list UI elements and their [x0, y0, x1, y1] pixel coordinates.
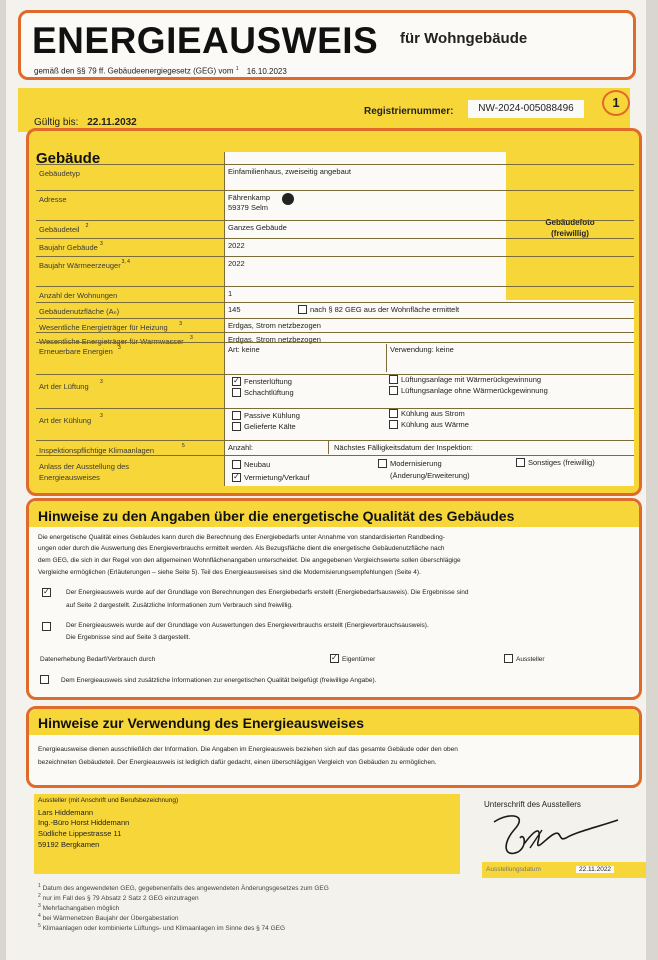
- label-column-divider: [224, 152, 225, 486]
- kuehlung-checkbox[interactable]: [389, 409, 398, 418]
- hints-paragraph-1: Die energetische Qualität eines Gebäudes kann durch die Berechnung des Energiebedarfs unter Annahme von standardisierten Randbeding-: [38, 534, 445, 541]
- lueftung-checkbox[interactable]: [389, 386, 398, 395]
- additional-info-checkbox[interactable]: [40, 675, 49, 684]
- lueftung-option[interactable]: [389, 386, 548, 396]
- demand-checkbox-row[interactable]: [42, 589, 54, 598]
- footnote-text: Klimaanlagen oder kombinierte Lüftungs- und Klimaanlagen im Sinne des § 74 GEG: [42, 925, 286, 933]
- row-footnote-ref: 3, 4: [121, 259, 130, 265]
- footnote-number: 2: [38, 893, 41, 899]
- row-divider: [36, 374, 634, 375]
- row-value: Einfamilienhaus, zweiseitig angebaut: [228, 167, 351, 176]
- footnote: [38, 903, 119, 912]
- valid-until: [34, 117, 137, 128]
- usage-title: Hinweise zur Verwendung des Energieausweises: [38, 715, 365, 731]
- issuer-line-2: Ing.-Büro Horst Hiddemann: [38, 818, 130, 827]
- row-footnote-ref: 3: [100, 379, 103, 385]
- lueftung-option[interactable]: [232, 377, 292, 387]
- issuer-line-3: Südliche Lippestrasse 11: [38, 829, 122, 838]
- row-divider: [36, 408, 634, 409]
- building-photo-placeholder: [506, 152, 634, 300]
- lueftung-checkbox[interactable]: [232, 377, 241, 386]
- row-label: Erneuerbare Energien: [39, 347, 113, 356]
- footnote-number: 1: [38, 883, 41, 889]
- photo-label: Gebäudefoto: [545, 218, 595, 227]
- footnote-number: 3: [38, 903, 41, 909]
- kuehlung-option[interactable]: [232, 422, 296, 432]
- lueftung-checkbox[interactable]: [389, 375, 398, 384]
- footnote-text: nur im Fall des § 79 Absatz 2 Satz 2 GEG einzutragen: [42, 895, 199, 903]
- usage-text-1: Energieausweise dienen ausschließlich der Information. Die Angaben im Energieausweis beziehen sich auf das gesamte Gebäude oder den oben: [38, 746, 458, 753]
- owner-label: Eigentümer: [342, 656, 376, 664]
- net-area-method-text: nach § 82 GEG aus der Wohnfläche ermittelt: [310, 305, 460, 314]
- lueftung-checkbox[interactable]: [232, 388, 241, 397]
- row-label: Gebäudenutzfläche (Aₙ): [39, 307, 120, 316]
- reason-option: [390, 471, 470, 480]
- row-label: Gebäudeteil: [39, 225, 80, 234]
- owner-checkbox[interactable]: [330, 654, 339, 663]
- footnote-text: bei Wärmenetzen Baujahr der Übergabestation: [42, 915, 179, 923]
- klima-count-label: Anzahl:: [228, 443, 254, 452]
- reason-checkbox[interactable]: [378, 459, 387, 468]
- issuer-line-4: 59192 Bergkamen: [38, 840, 100, 849]
- reason-option-label: (Änderung/Erweiterung): [390, 471, 470, 480]
- valid-label: Gültig bis:: [34, 117, 79, 128]
- issuer-label: Aussteller (mit Anschrift und Berufsbezeichnung): [38, 797, 179, 804]
- registration-number: NW-2024-005088496: [468, 100, 584, 118]
- consumption-checkbox[interactable]: [42, 622, 51, 631]
- lueftung-option-label: Lüftungsanlage ohne Wärmerückgewinnung: [401, 386, 548, 395]
- lueftung-option[interactable]: [389, 375, 541, 385]
- row-value: 1: [228, 289, 233, 298]
- kuehlung-option-label: Kühlung aus Strom: [401, 409, 465, 418]
- reason-option-label: Sonstiges (freiwillig): [528, 458, 595, 467]
- klima-next-inspection-label: Nächstes Fälligkeitsdatum der Inspektion:: [334, 443, 473, 452]
- hints-paragraph-3: dem GEG, die sich in der Regel von den allgemeinen Wohnflächenangaben unterscheidet. Die angegebenen Vergleichswerte sollen überschlägige: [38, 557, 461, 564]
- additional-info-row[interactable]: [40, 676, 376, 685]
- kuehlung-checkbox[interactable]: [389, 420, 398, 429]
- demand-text-1: Der Energieausweis wurde auf der Grundlage von Berechnungen des Energiebedarfs erstellt (Energiebedarfsausweis). Die Ergebnisse sind: [66, 589, 469, 596]
- row-divider: [36, 220, 634, 221]
- kuehlung-option[interactable]: [389, 409, 465, 419]
- row-divider: [36, 455, 634, 456]
- footnote-number: 4: [38, 913, 41, 919]
- issuer-option[interactable]: [504, 655, 545, 664]
- row-label: Adresse: [39, 195, 67, 204]
- hints-paragraph-4: Vergleiche ermöglichen (Erläuterungen – siehe Seite 5). Teil des Energieausweises sind die Modernisierungsempfehlungen (Seite 4).: [38, 569, 421, 576]
- consumption-text-2: Die Ergebnisse sind auf Seite 3 dargestellt.: [66, 634, 191, 641]
- consumption-checkbox-row[interactable]: [42, 623, 54, 632]
- row-value: 2022: [228, 259, 245, 268]
- footnote: [38, 883, 329, 892]
- net-area-checkbox[interactable]: [298, 305, 307, 314]
- reason-checkbox[interactable]: [232, 473, 241, 482]
- issue-date-value: 22.11.2022: [576, 866, 614, 873]
- row-value-line-2: 59379 Selm: [228, 203, 269, 212]
- hints-paragraph-2: ungen oder durch die Auswertung des Energieverbrauchs ermittelt werden. Als Bezugsfläche dient die energetische Gebäudenutzfläche nach: [38, 545, 445, 552]
- owner-option[interactable]: [330, 655, 375, 664]
- lueftung-option-label: Schachtlüftung: [244, 388, 294, 397]
- energy-certificate-page: [6, 0, 646, 960]
- reason-option[interactable]: [232, 460, 270, 470]
- issuer-checkbox[interactable]: [504, 654, 513, 663]
- footnote: [38, 913, 178, 922]
- kuehlung-option[interactable]: [232, 411, 300, 421]
- issuer-option-label: Aussteller: [516, 656, 545, 664]
- usage-text-2: bezeichneten Gebäudeteil. Der Energieausweis ist lediglich dafür gedacht, einen überschlägigen Vergleich von Gebäuden zu ermöglichen.: [38, 759, 437, 766]
- lueftung-option-label: Lüftungsanlage mit Wärmerückgewinnung: [401, 375, 542, 384]
- row-divider: [36, 342, 634, 343]
- row-label: Anzahl der Wohnungen: [39, 291, 118, 300]
- kuehlung-checkbox[interactable]: [232, 411, 241, 420]
- row-divider: [36, 318, 634, 319]
- row-divider: [36, 238, 634, 239]
- row-label: Wesentliche Energieträger für Heizung: [39, 323, 168, 332]
- klima-divider: [328, 440, 329, 454]
- row-label: Baujahr Wärmeerzeuger: [39, 261, 121, 270]
- row-label: Art der Kühlung: [39, 416, 92, 425]
- row-divider: [36, 440, 634, 441]
- issue-date-label: Ausstellungsdatum: [486, 866, 541, 873]
- footnote-number: 5: [38, 923, 41, 929]
- signature-label: Unterschrift des Ausstellers: [484, 800, 581, 809]
- row-divider: [36, 256, 634, 257]
- kuehlung-option-label: Gelieferte Kälte: [244, 422, 296, 431]
- row-value: Art: keine: [228, 345, 260, 354]
- renewables-divider: [386, 344, 387, 372]
- demand-checkbox[interactable]: [42, 588, 51, 597]
- lueftung-option[interactable]: [232, 388, 294, 398]
- document-subtitle: für Wohngebäude: [400, 30, 528, 47]
- row-footnote-ref: 3: [190, 335, 193, 341]
- issuer-line-1: Lars Hiddemann: [38, 808, 94, 817]
- legal-date: 16.10.2023: [246, 66, 287, 76]
- reason-option[interactable]: [378, 459, 442, 469]
- row-value-secondary: Verwendung: keine: [390, 345, 454, 354]
- reason-option-label: Modernisierung: [390, 459, 442, 468]
- page-number-badge: 1: [602, 90, 630, 116]
- row-footnote-ref: 3: [179, 321, 182, 327]
- row-footnote-ref: 3: [100, 241, 103, 247]
- footnote: [38, 893, 199, 902]
- klima-footnote-ref: 5: [182, 443, 185, 449]
- row-value: Erdgas, Strom netzbezogen: [228, 335, 321, 344]
- row-value: Erdgas, Strom netzbezogen: [228, 321, 321, 330]
- row-divider: [36, 190, 634, 191]
- row-footnote-ref: 3: [118, 345, 121, 351]
- kuehlung-checkbox[interactable]: [232, 422, 241, 431]
- address-redaction-mark: [282, 193, 294, 205]
- legal-basis: [34, 66, 287, 76]
- row-value: Ganzes Gebäude: [228, 223, 287, 232]
- reason-option-label: Vermietung/Verkauf: [244, 473, 310, 482]
- klima-label: Inspektionspflichtige Klimaanlagen: [39, 446, 155, 455]
- additional-info-text: Dem Energieausweis sind zusätzliche Informationen zur energetischen Qualität beigefügt (freiwillige Angabe).: [61, 677, 377, 685]
- footnote-text: Mehrfachangaben möglich: [42, 905, 120, 913]
- consumption-text-1: Der Energieausweis wurde auf der Grundlage von Auswertungen des Energieverbrauchs erstellt (Energieverbrauchsausweis).: [66, 622, 429, 629]
- kuehlung-option-label: Kühlung aus Wärme: [401, 420, 469, 429]
- data-collection-label: Datenerhebung Bedarf/Verbrauch durch: [40, 656, 156, 663]
- row-footnote-ref: 2: [85, 223, 89, 229]
- net-area-method-option[interactable]: [298, 305, 459, 315]
- row-divider: [36, 302, 634, 303]
- reason-option-label: Neubau: [244, 460, 271, 469]
- reason-checkbox[interactable]: [232, 460, 241, 469]
- valid-value: 22.11.2032: [87, 117, 137, 128]
- row-label: Gebäudetyp: [39, 169, 80, 178]
- row-footnote-ref: 3: [100, 413, 103, 419]
- lueftung-option-label: Fensterlüftung: [244, 377, 292, 386]
- row-divider: [36, 164, 634, 165]
- photo-sub: (freiwillig): [551, 229, 589, 238]
- reason-checkbox[interactable]: [516, 458, 525, 467]
- footnote: [38, 923, 285, 932]
- footnote-text: Datum des angewendeten GEG, gegebenenfalls des angewendeten Änderungsgesetzes zum GEG: [42, 885, 329, 893]
- legal-footnote-ref: 1: [235, 66, 239, 72]
- registration-label: Registriernummer:: [364, 106, 454, 117]
- document-title: ENERGIEAUSWEIS: [32, 20, 379, 61]
- hints-title: Hinweise zu den Angaben über die energetische Qualität des Gebäudes: [38, 508, 515, 524]
- row-label: Art der Lüftung: [39, 382, 89, 391]
- row-label: Baujahr Gebäude: [39, 243, 98, 252]
- row-value: 2022: [228, 241, 245, 250]
- reason-option[interactable]: [232, 473, 309, 483]
- signature-image: [484, 808, 624, 864]
- reason-option[interactable]: [516, 458, 595, 468]
- row-divider: [36, 286, 634, 287]
- kuehlung-option-label: Passive Kühlung: [244, 411, 300, 420]
- row-value: Fährenkamp: [228, 193, 271, 202]
- row-value: 145: [228, 305, 241, 314]
- hints-section: [26, 498, 642, 700]
- building-section-title: Gebäude: [36, 150, 101, 167]
- row-label: Wesentliche Energieträger für Warmwasser: [39, 337, 184, 346]
- legal-basis-text: gemäß den §§ 79 ff. Gebäudeenergiegesetz (GEG) vom: [34, 66, 234, 76]
- row-divider: [36, 332, 634, 333]
- reason-label: Anlass der Ausstellung des Energieausweises: [39, 462, 130, 482]
- demand-text-2: auf Seite 2 dargestellt. Zusätzliche Informationen zum Verbrauch sind freiwillig.: [66, 602, 293, 609]
- kuehlung-option[interactable]: [389, 420, 469, 430]
